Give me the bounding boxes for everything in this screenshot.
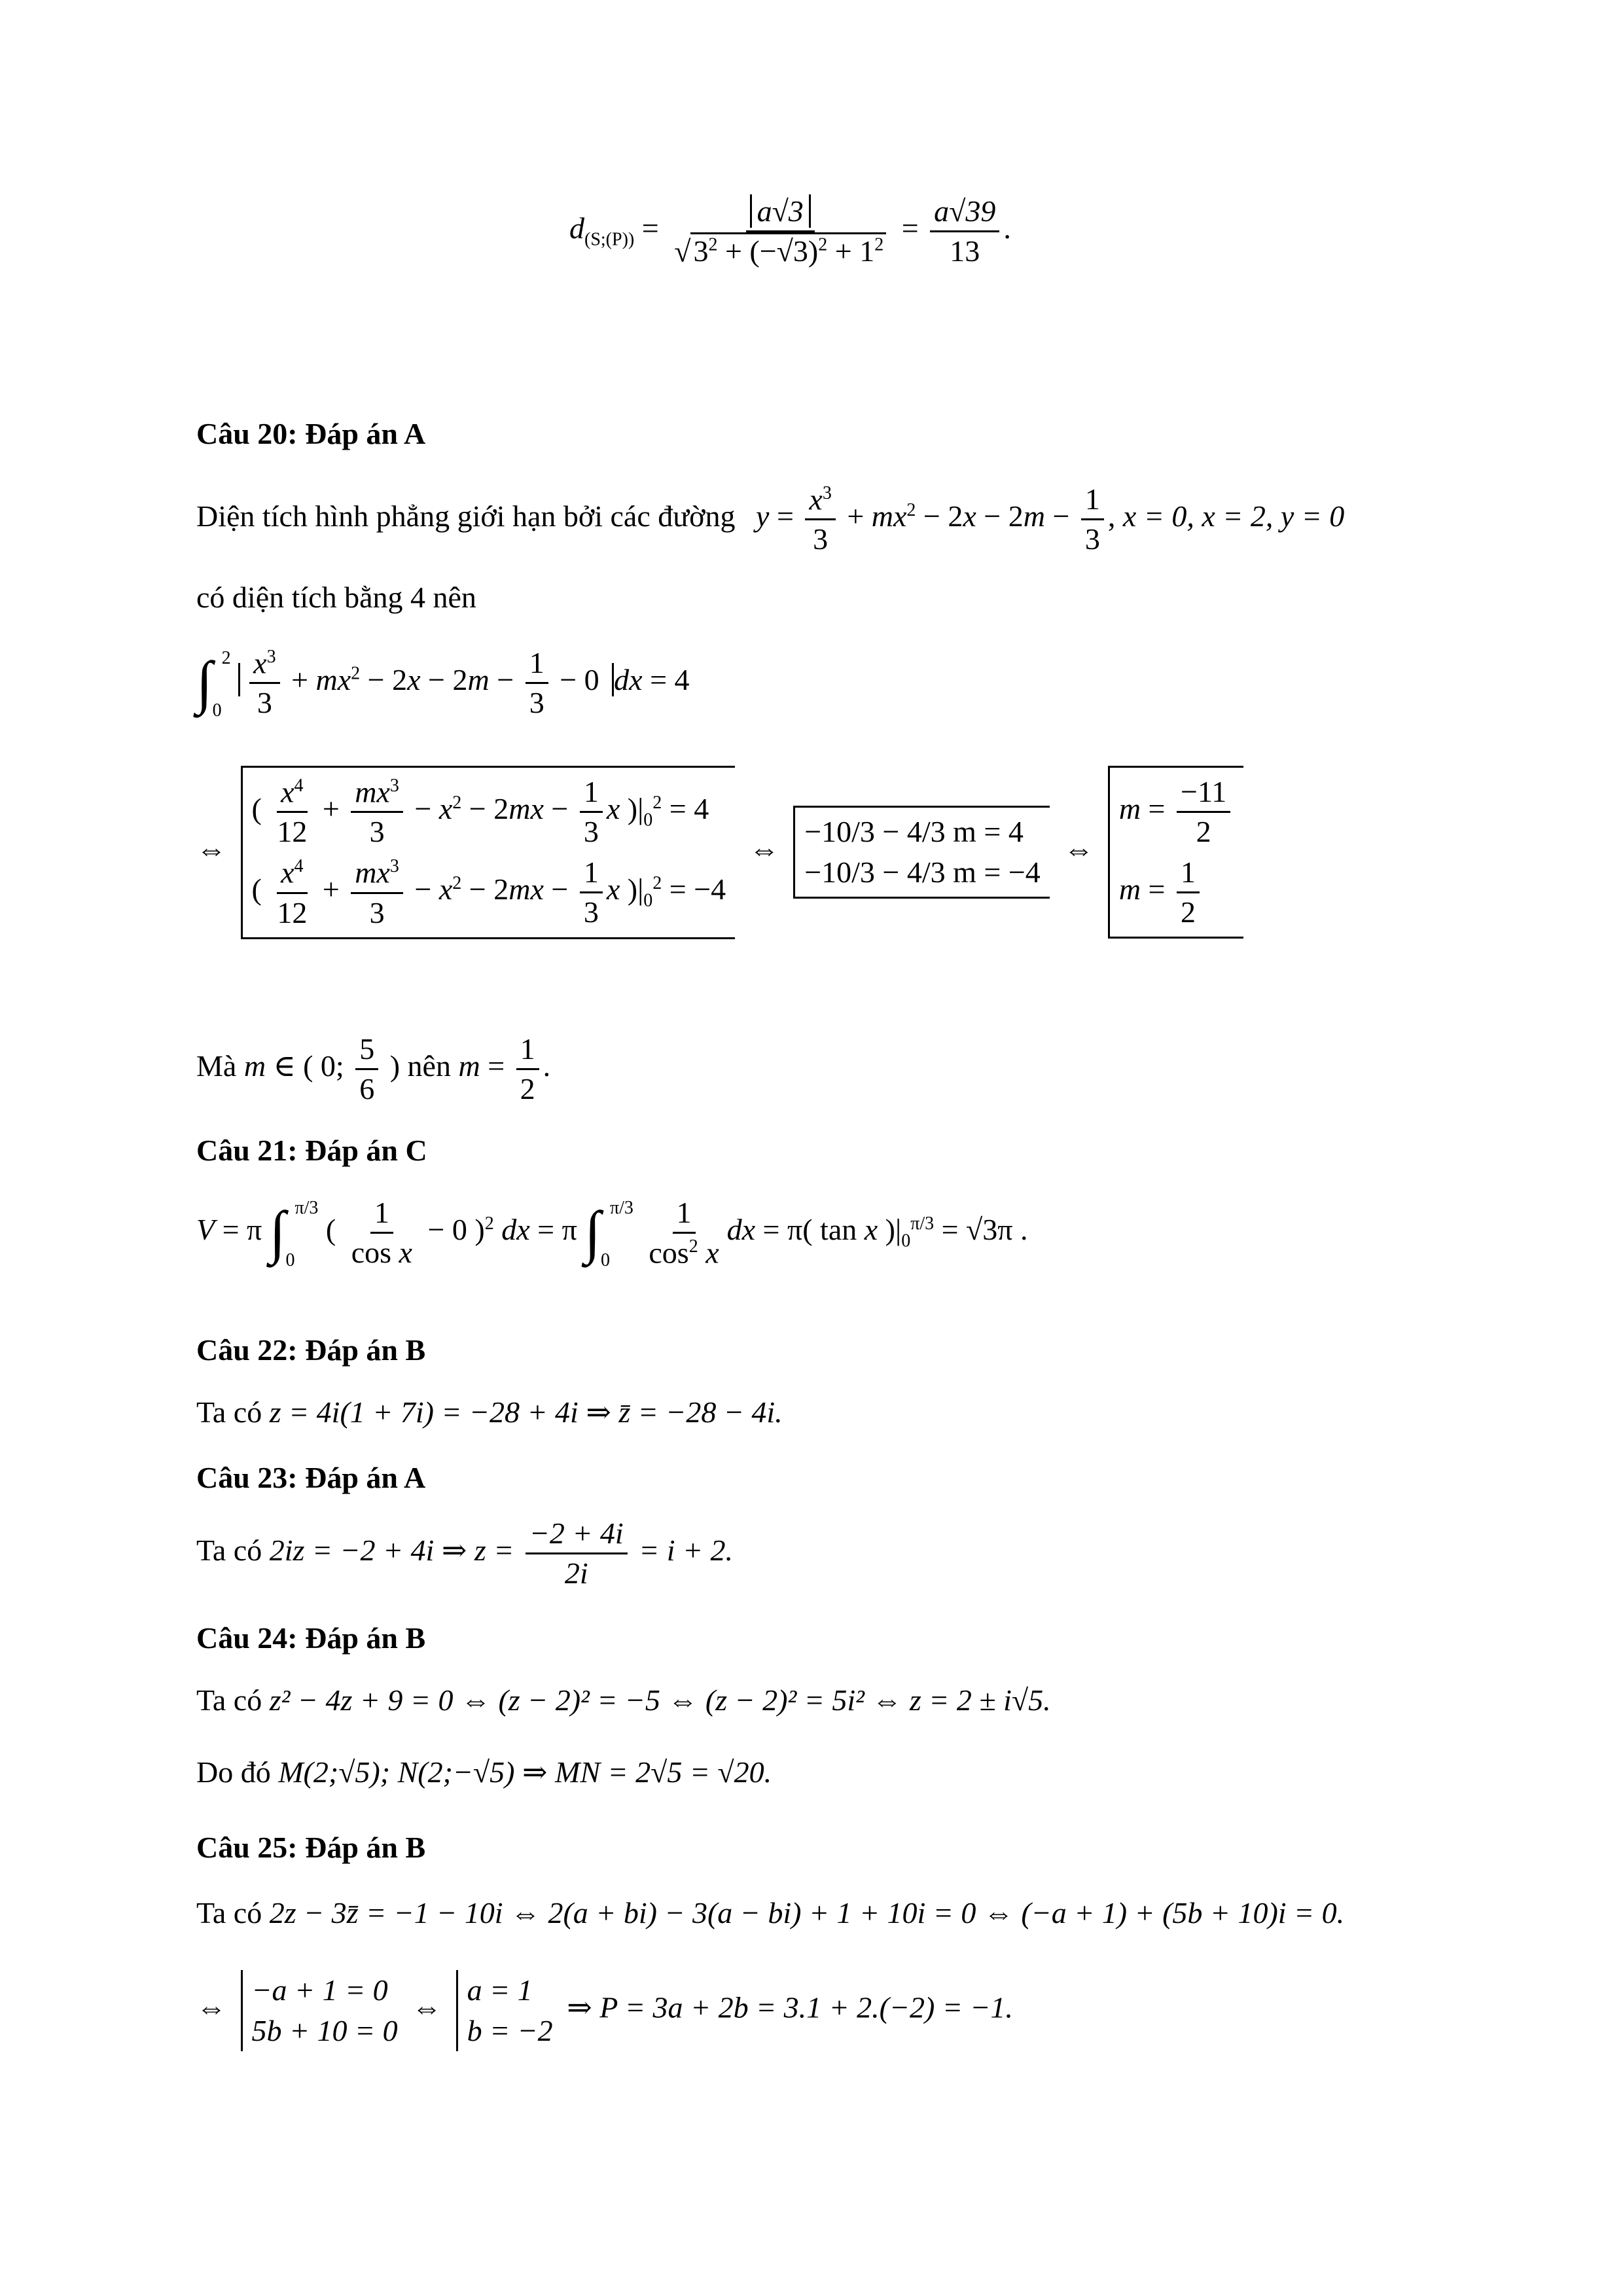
- den-term-a: 3: [693, 234, 709, 268]
- q25-heading: Câu 25: Đáp án B: [196, 1831, 426, 1864]
- q25-system-2: [456, 1970, 553, 2051]
- q23-text: Ta có: [196, 1534, 262, 1568]
- q25-result: ⇒ P = 3a + 2b = 3.1 + 2.(−2) = −1.: [567, 1990, 1013, 2024]
- q22-text: Ta có: [196, 1395, 262, 1429]
- den-term-c: 1: [859, 234, 875, 268]
- q25-expr: 2z − 3z̄ = −1 − 10i ⇔ 2(a + bi) − 3(a − bi) + 1 + 10i = 0 ⇔ (−a + 1) + (5b + 10)i = 0.: [269, 1896, 1345, 1929]
- q21-volume-line: V = π $\int_0^{\pi/3}$ ( $\frac{1}{\text{cos x}}$ − 0 )$^2$ dx = π $\int_0^{\pi/3}$ $\frac{1}{\cos^2 x}$ dx = π( tan x )$|_0^{\pi/3} = √3\pi$ .: [196, 1196, 1028, 1271]
- q22-line: [196, 1397, 783, 1427]
- result-numerator: a√39: [930, 196, 999, 232]
- result-denominator: 13: [950, 234, 980, 268]
- q25-sys2a: a = 1: [467, 1973, 533, 2007]
- q24-text: Ta có: [196, 1683, 262, 1717]
- q22-heading: Câu 22: Đáp án B: [196, 1333, 426, 1367]
- q20-res2-num: 1: [1177, 857, 1200, 893]
- q20-case2-rhs: = −4: [669, 872, 726, 906]
- formula-lhs: d: [569, 211, 584, 245]
- q20-conclusion-b: nên: [407, 1049, 451, 1083]
- distance-fraction: $\frac{a√3}{√3^2 + (-√3)^2 + 1^2}$: [670, 196, 890, 266]
- q25-system-1: [241, 1970, 398, 2051]
- q20-heading: Câu 20: Đáp án A: [196, 417, 426, 450]
- q25-sys1a: −a + 1 = 0: [251, 1973, 388, 2007]
- q25-text: Ta có: [196, 1896, 262, 1929]
- q24-line: [196, 1685, 1051, 1715]
- q25-sys2b: b = −2: [467, 2014, 553, 2047]
- q25-sys1b: 5b + 10 = 0: [251, 2014, 398, 2047]
- q23-num: −2 + 4i: [526, 1518, 628, 1554]
- q20-mid-case2: −10/3 − 4/3 m = −4: [804, 855, 1041, 889]
- q20-integral-line: $\int_0^2$ $\frac{x^3}{3}$ + $mx^2 - 2x - 2m$ − $\frac{1}{3}$ − 0 dx = 4: [196, 646, 690, 721]
- q20-intro-text: Diện tích hình phẳng giới hạn bởi các đường: [196, 499, 736, 533]
- distance-result: [930, 196, 999, 266]
- q24-expr2: M(2;√5); N(2;−√5) ⇒ MN = 2√5 = √20.: [278, 1755, 772, 1789]
- q24-expr: z² − 4z + 9 = 0 ⇔ (z − 2)² = −5 ⇔ (z − 2)² = 5i² ⇔ z = 2 ± i√5.: [269, 1683, 1051, 1717]
- q24-text2: Do đó: [196, 1755, 271, 1789]
- q23-line: [196, 1518, 733, 1588]
- q20-res1-num: −11: [1177, 777, 1230, 813]
- q20-integral-rhs: = 4: [650, 663, 690, 697]
- q20-mid-case1: −10/3 − 4/3 m = 4: [804, 815, 1024, 849]
- distance-numerator: a√3: [750, 194, 811, 228]
- q24-line2: [196, 1757, 772, 1787]
- q21-heading: Câu 21: Đáp án C: [196, 1134, 427, 1167]
- q23-den: 2i: [564, 1556, 588, 1590]
- q20-intro-line: Diện tích hình phẳng giới hạn bởi các đường y = $\frac{x^3}{3}$ + $mx^2 - 2x - 2m$ − $\frac{1}{3}$ , x = 0, x = 2, y = 0: [196, 482, 1345, 556]
- q25-system-line: ⇔ −a + 1 = 0 5b + 10 = 0 ⇔ a = 1 b = −2 ⇒ P = 3a + 2b = 3.1 + 2.(−2) = −1.: [196, 1970, 1013, 2051]
- q23-heading: Câu 23: Đáp án A: [196, 1461, 426, 1494]
- distance-formula: $d_{(S;(P))}$ = $\frac{a√3}{√3^2 + (-√3)^2 + 1^2}$ = $\frac{a√39}{13}$ .: [569, 194, 1011, 268]
- q20-res1-den: 2: [1196, 815, 1211, 849]
- q20-conclusion-a: Mà: [196, 1049, 237, 1083]
- q23-expr-a: 2iz = −2 + 4i ⇒ z =: [269, 1534, 514, 1568]
- q22-expr: z = 4i(1 + 7i) = −28 + 4i ⇒ z̄ = −28 − 4i.: [269, 1395, 783, 1429]
- q20-cont-line: có diện tích bằng 4 nên: [196, 581, 476, 614]
- q23-expr-b: = i + 2.: [639, 1534, 734, 1568]
- q24-heading: Câu 24: Đáp án B: [196, 1621, 426, 1655]
- q20-res2-den: 2: [1181, 895, 1196, 929]
- q20-case1-rhs: = 4: [669, 792, 709, 826]
- q20-curve-tail: x = 0, x = 2, y = 0: [1122, 499, 1345, 533]
- q25-line: [196, 1898, 1344, 1928]
- den-term-b: −√3: [759, 234, 808, 268]
- q20-conclusion: Mà m ∈ ( 0; $\frac{5}{6}$ ) nên m = $\frac{1}{2}$ .: [196, 1032, 551, 1105]
- q20-cases-line: ⇔ ( $\frac{x^4}{12}$ + $\frac{mx^3}{3}$ − $x^2 - 2mx$ − $\frac{1}{3}$ x )$|_0^2 = 4$ ( $\frac{x^4}{12}$ + $\frac{mx^3}{3}$ − $x^2 - 2mx$ − $\frac{1}{3}$ x )$|_0^2 = -4$ ⇔ −10/3 − 4/3 m = 4 −10/3 − 4/3 m = −4 ⇔ m = $\frac{-11}{2}$ m = $\frac{1}{2}$: [196, 766, 1250, 939]
- formula-lhs-sub: (S;(P)): [584, 229, 635, 250]
